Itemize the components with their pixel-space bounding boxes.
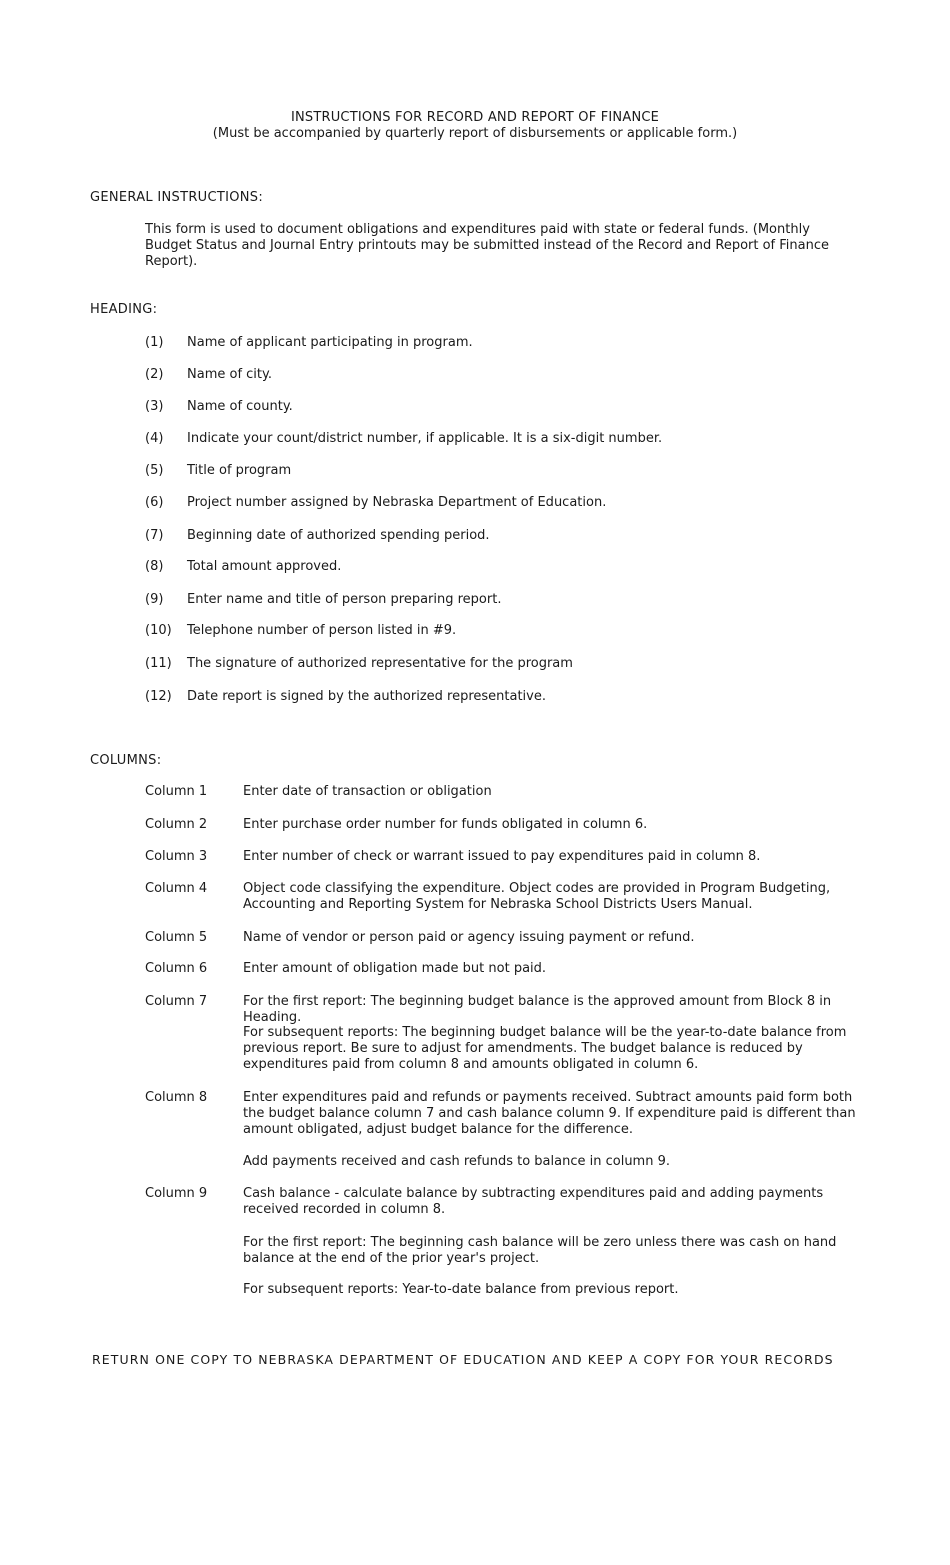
column-label: Column 4 (145, 881, 208, 896)
column-label: Column 5 (145, 930, 208, 945)
item-number: (8) (145, 559, 164, 574)
item-number: (12) (145, 689, 172, 704)
footer-note: RETURN ONE COPY TO NEBRASKA DEPARTMENT OF EDUCATION AND KEEP A COPY FOR YOUR RECORDS (92, 1352, 834, 1367)
general-instructions-heading: GENERAL INSTRUCTIONS: (90, 190, 264, 205)
column-text: For the first report: The beginning budget balance is the approved amount from Block 8 in Heading. (243, 994, 832, 1025)
heading-section-heading: HEADING: (90, 302, 158, 317)
item-text: Date report is signed by the authorized representative. (187, 689, 546, 704)
item-text: The signature of authorized representative for the program (187, 656, 573, 671)
column-label: Column 3 (145, 849, 208, 864)
item-text: Enter name and title of person preparing report. (187, 592, 502, 607)
item-number: (4) (145, 431, 164, 446)
item-text: Beginning date of authorized spending period. (187, 528, 490, 543)
item-number: (7) (145, 528, 164, 543)
column-text: Enter amount of obligation made but not paid. (243, 961, 547, 976)
column-label: Column 2 (145, 817, 208, 832)
column-text: Enter purchase order number for funds obligated in column 6. (243, 817, 648, 832)
title-block (0, 110, 950, 142)
item-text: Title of program (187, 463, 292, 478)
column-label: Column 8 (145, 1090, 208, 1105)
item-text: Total amount approved. (187, 559, 342, 574)
page-title: INSTRUCTIONS FOR RECORD AND REPORT OF FINANCE (290, 110, 660, 125)
item-number: (2) (145, 367, 164, 382)
column-text: Add payments received and cash refunds to balance in column 9. (243, 1154, 670, 1169)
item-text: Name of city. (187, 367, 272, 382)
item-text: Name of county. (187, 399, 293, 414)
item-text: Telephone number of person listed in #9. (187, 623, 457, 638)
item-number: (10) (145, 623, 172, 638)
column-label: Column 1 (145, 784, 208, 799)
column-text: For subsequent reports: Year-to-date balance from previous report. (243, 1282, 679, 1297)
column-label: Column 6 (145, 961, 208, 976)
item-number: (1) (145, 335, 164, 350)
column-text: For subsequent reports: The beginning budget balance will be the year-to-date balance from previous report. Be sure to adjust for amendments. The budget balance is reduced by expenditures paid from column 8 and amounts obligated in column 6. (243, 1025, 847, 1072)
column-text: Enter date of transaction or obligation (243, 784, 492, 799)
item-text: Indicate your count/district number, if applicable. It is a six-digit number. (187, 431, 663, 446)
column-text: Object code classifying the expenditure. Object codes are provided in Program Budgeting, Accounting and Reporting System for Nebraska School Districts Users Manual. (243, 881, 831, 912)
item-number: (9) (145, 592, 164, 607)
item-number: (3) (145, 399, 164, 414)
general-instructions-text: This form is used to document obligations and expenditures paid with state or federal funds. (Monthly Budget Status and Journal Entry printouts may be submitted instead of the Record and Report of Finance Report). (145, 222, 830, 269)
item-text: Name of applicant participating in program. (187, 335, 473, 350)
column-text: Enter expenditures paid and refunds or payments received. Subtract amounts paid form both the budget balance column 7 and cash balance column 9. If expenditure paid is different than amount obligated, adjust budget balance for the difference. (243, 1090, 856, 1137)
item-number: (6) (145, 495, 164, 510)
item-number: (5) (145, 463, 164, 478)
column-text: For the first report: The beginning cash balance will be zero unless there was cash on hand balance at the end of the prior year's project. (243, 1235, 837, 1266)
column-text: Enter number of check or warrant issued to pay expenditures paid in column 8. (243, 849, 761, 864)
column-text: Name of vendor or person paid or agency issuing payment or refund. (243, 930, 695, 945)
columns-section-heading: COLUMNS: (90, 753, 162, 768)
page-subtitle: (Must be accompanied by quarterly report of disbursements or applicable form.) (212, 126, 738, 141)
column-text: Cash balance - calculate balance by subtracting expenditures paid and adding payments received recorded in column 8. (243, 1186, 824, 1217)
column-label: Column 7 (145, 994, 208, 1009)
item-number: (11) (145, 656, 172, 671)
item-text: Project number assigned by Nebraska Department of Education. (187, 495, 607, 510)
column-label: Column 9 (145, 1186, 208, 1201)
